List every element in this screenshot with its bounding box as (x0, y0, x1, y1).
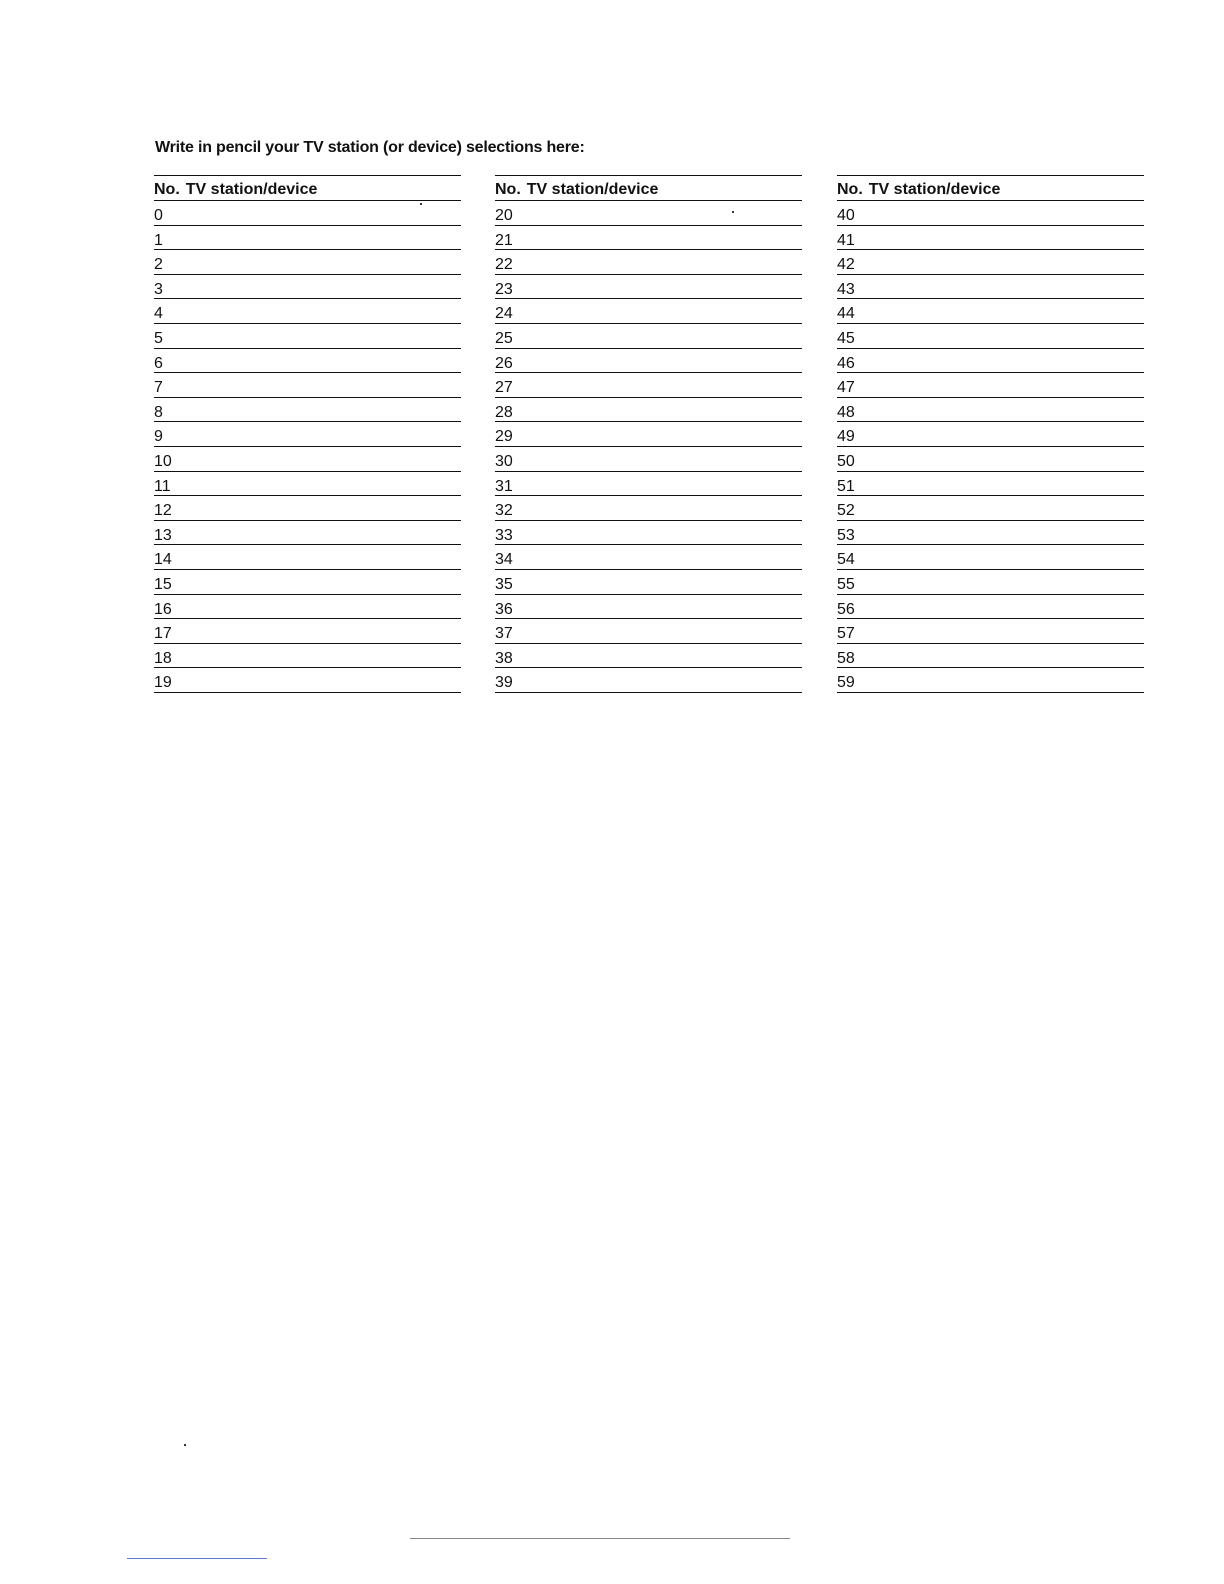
row-number: 9 (154, 428, 163, 446)
selection-row[interactable] (837, 398, 1144, 423)
row-number: 58 (837, 649, 855, 667)
row-number: 23 (495, 280, 513, 298)
scan-streak (410, 1538, 790, 1539)
selection-row[interactable] (495, 545, 802, 570)
selection-row[interactable] (495, 422, 802, 447)
row-number: 30 (495, 452, 513, 470)
selection-row[interactable] (495, 250, 802, 275)
row-number: 8 (154, 403, 163, 421)
row-number: 42 (837, 256, 855, 274)
row-number: 2 (154, 256, 163, 274)
selection-row[interactable] (154, 422, 461, 447)
selection-row[interactable] (495, 496, 802, 521)
row-number: 35 (495, 575, 513, 593)
selection-row[interactable] (154, 250, 461, 275)
header-station-label: TV station/device (526, 181, 659, 198)
selection-row[interactable] (154, 668, 461, 693)
column-header (837, 176, 1144, 201)
row-number: 39 (495, 674, 513, 692)
selection-row[interactable] (154, 521, 461, 546)
selection-row[interactable] (154, 226, 461, 251)
row-number: 48 (837, 403, 855, 421)
row-number: 14 (154, 551, 172, 569)
row-number: 26 (495, 354, 513, 372)
row-number: 22 (495, 256, 513, 274)
row-number: 40 (837, 207, 855, 224)
row-number: 3 (154, 280, 163, 298)
row-number: 21 (495, 231, 513, 249)
row-number: 27 (495, 379, 513, 397)
selection-row[interactable] (154, 201, 461, 226)
selection-rows (154, 201, 461, 693)
scan-artifact-line (127, 1558, 267, 1559)
selection-rows (837, 201, 1144, 693)
row-number: 31 (495, 477, 513, 495)
selection-column-2 (495, 175, 802, 693)
selection-row[interactable] (154, 373, 461, 398)
row-number: 56 (837, 600, 855, 618)
selection-column-1 (154, 175, 461, 693)
selection-row[interactable] (154, 398, 461, 423)
column-header (154, 176, 461, 201)
row-number: 36 (495, 600, 513, 618)
selection-row[interactable] (495, 472, 802, 497)
row-number: 41 (837, 231, 855, 249)
selection-row[interactable] (495, 349, 802, 374)
header-station-label: TV station/device (868, 181, 1001, 198)
scan-dot (732, 211, 734, 213)
selection-row[interactable] (837, 447, 1144, 472)
selection-row[interactable] (495, 398, 802, 423)
selection-row[interactable] (837, 422, 1144, 447)
selection-row[interactable] (495, 201, 802, 226)
selection-row[interactable] (837, 644, 1144, 669)
selection-row[interactable] (154, 545, 461, 570)
row-number: 10 (154, 452, 172, 470)
selection-row[interactable] (837, 226, 1144, 251)
row-number: 5 (154, 329, 163, 347)
selection-row[interactable] (154, 496, 461, 521)
selection-row[interactable] (837, 595, 1144, 620)
row-number: 19 (154, 674, 172, 692)
selection-row[interactable] (154, 595, 461, 620)
selection-row[interactable] (837, 545, 1144, 570)
selection-row[interactable] (837, 373, 1144, 398)
selection-column-3 (837, 175, 1144, 693)
selection-row[interactable] (495, 570, 802, 595)
row-number: 12 (154, 502, 172, 520)
selection-row[interactable] (837, 275, 1144, 300)
row-number: 4 (154, 305, 163, 323)
row-number: 25 (495, 329, 513, 347)
selection-row[interactable] (495, 521, 802, 546)
selection-row[interactable] (837, 299, 1144, 324)
selection-row[interactable] (495, 373, 802, 398)
row-number: 54 (837, 551, 855, 569)
row-number: 7 (154, 379, 163, 397)
row-number: 17 (154, 625, 172, 643)
row-number: 18 (154, 649, 172, 667)
header-no-label: No. (495, 181, 521, 198)
header-station-label: TV station/device (185, 181, 318, 198)
selection-row[interactable] (154, 299, 461, 324)
selection-row[interactable] (495, 275, 802, 300)
selection-row[interactable] (837, 349, 1144, 374)
selection-row[interactable] (837, 250, 1144, 275)
selection-row[interactable] (495, 324, 802, 349)
row-number: 52 (837, 502, 855, 520)
row-number: 33 (495, 526, 513, 544)
header-no-label: No. (837, 181, 863, 198)
row-number: 15 (154, 575, 172, 593)
selection-row[interactable] (154, 644, 461, 669)
selection-row[interactable] (154, 619, 461, 644)
row-number: 1 (154, 231, 163, 249)
row-number: 13 (154, 526, 172, 544)
row-number: 24 (495, 305, 513, 323)
row-number: 53 (837, 526, 855, 544)
selection-row[interactable] (837, 668, 1144, 693)
selection-row[interactable] (495, 299, 802, 324)
selection-row[interactable] (154, 447, 461, 472)
row-number: 28 (495, 403, 513, 421)
selection-row[interactable] (154, 570, 461, 595)
row-number: 43 (837, 280, 855, 298)
column-header (495, 176, 802, 201)
row-number: 20 (495, 207, 513, 224)
selection-row[interactable] (495, 226, 802, 251)
row-number: 49 (837, 428, 855, 446)
row-number: 57 (837, 625, 855, 643)
selection-row[interactable] (837, 521, 1144, 546)
row-number: 29 (495, 428, 513, 446)
row-number: 0 (154, 207, 163, 224)
scan-dot (184, 1444, 186, 1446)
row-number: 51 (837, 477, 855, 495)
row-number: 47 (837, 379, 855, 397)
selection-row[interactable] (495, 447, 802, 472)
selection-row[interactable] (837, 201, 1144, 226)
selection-row[interactable] (837, 472, 1144, 497)
header-no-label: No. (154, 181, 180, 198)
row-number: 55 (837, 575, 855, 593)
row-number: 46 (837, 354, 855, 372)
selection-row[interactable] (154, 324, 461, 349)
selection-row[interactable] (495, 619, 802, 644)
selection-row[interactable] (837, 496, 1144, 521)
row-number: 50 (837, 452, 855, 470)
row-number: 38 (495, 649, 513, 667)
selection-row[interactable] (495, 595, 802, 620)
row-number: 45 (837, 329, 855, 347)
selection-rows (495, 201, 802, 693)
selection-row[interactable] (837, 570, 1144, 595)
row-number: 44 (837, 305, 855, 323)
selection-row[interactable] (154, 472, 461, 497)
selection-row[interactable] (154, 275, 461, 300)
selection-row[interactable] (495, 668, 802, 693)
row-number: 59 (837, 674, 855, 692)
row-number: 16 (154, 600, 172, 618)
row-number: 32 (495, 502, 513, 520)
row-number: 34 (495, 551, 513, 569)
selection-row[interactable] (495, 644, 802, 669)
scan-dot (420, 203, 422, 205)
selection-row[interactable] (837, 324, 1144, 349)
selection-row[interactable] (154, 349, 461, 374)
row-number: 6 (154, 354, 163, 372)
row-number: 37 (495, 625, 513, 643)
selection-row[interactable] (837, 619, 1144, 644)
instruction-text: Write in pencil your TV station (or device) selections here: (155, 139, 585, 156)
row-number: 11 (154, 477, 171, 495)
